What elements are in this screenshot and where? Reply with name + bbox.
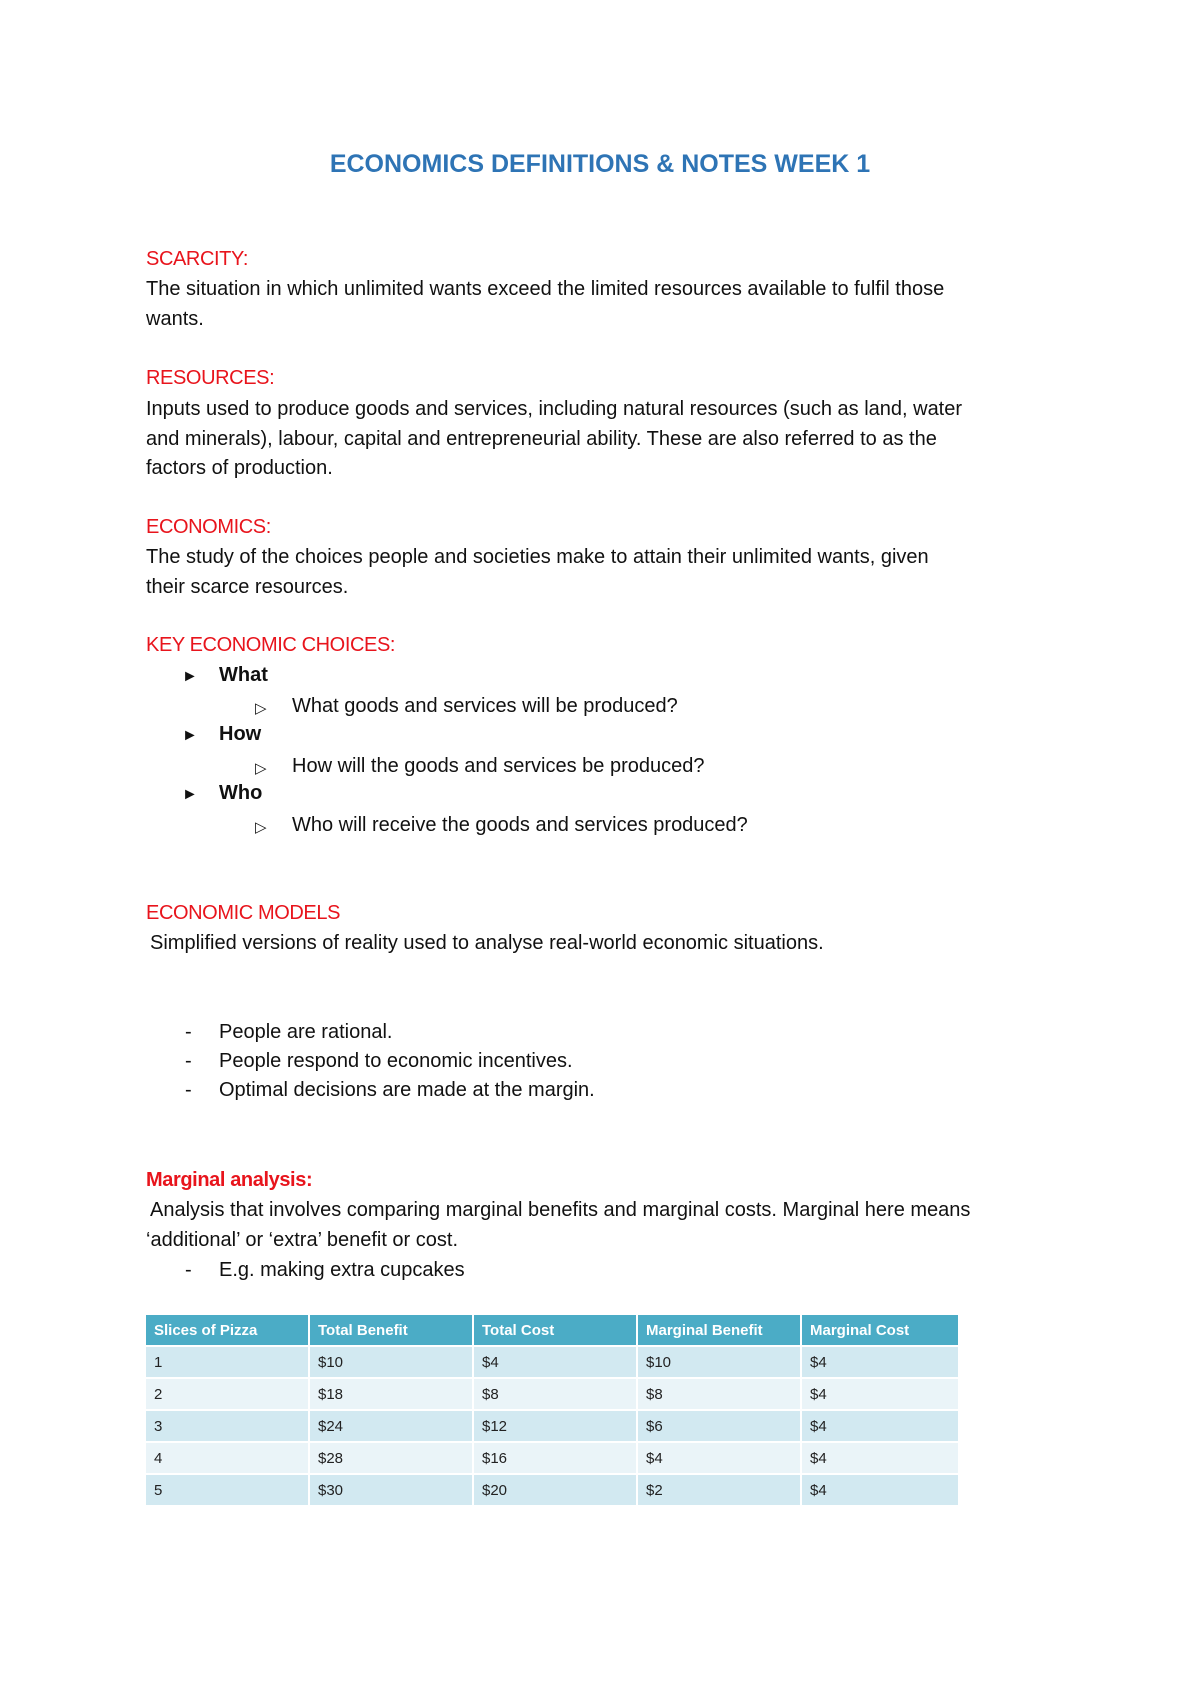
table-cell: $4 bbox=[801, 1378, 958, 1410]
table-cell: 1 bbox=[146, 1346, 309, 1378]
table-cell: $16 bbox=[473, 1442, 637, 1474]
marginal-heading: Marginal analysis: bbox=[146, 1169, 313, 1191]
choice-who: Who bbox=[219, 782, 263, 804]
table-cell: $10 bbox=[637, 1346, 801, 1378]
table-cell: 2 bbox=[146, 1378, 309, 1410]
triangle-bullet-icon: ► bbox=[182, 786, 198, 803]
models-description: Simplified versions of reality used to analyse real-world economic situations. bbox=[150, 932, 824, 954]
dash-bullet-icon: - bbox=[185, 1079, 192, 1101]
model-assumption-1: People are rational. bbox=[219, 1021, 393, 1043]
hollow-triangle-bullet-icon: ▷ bbox=[255, 819, 267, 836]
column-header: Total Benefit bbox=[309, 1315, 473, 1346]
table-row bbox=[146, 1410, 958, 1442]
table-row bbox=[146, 1378, 958, 1410]
choice-who-detail: Who will receive the goods and services produced? bbox=[292, 814, 748, 836]
table-cell: $10 bbox=[309, 1346, 473, 1378]
resources-line-1: Inputs used to produce goods and services, including natural resources (such as land, water bbox=[146, 398, 963, 420]
marginal-line-2: ‘additional’ or ‘extra’ benefit or cost. bbox=[146, 1229, 459, 1251]
table-cell: $4 bbox=[801, 1442, 958, 1474]
resources-line-2: and minerals), labour, capital and entrepreneurial ability. These are also referred to as the bbox=[146, 428, 937, 450]
scarcity-line-2: wants. bbox=[146, 308, 204, 330]
table-cell: 5 bbox=[146, 1474, 309, 1505]
table-cell: $4 bbox=[637, 1442, 801, 1474]
resources-heading: RESOURCES: bbox=[146, 367, 275, 389]
choice-what-detail: What goods and services will be produced? bbox=[292, 695, 678, 717]
table-cell: 4 bbox=[146, 1442, 309, 1474]
table-cell: $28 bbox=[309, 1442, 473, 1474]
table-header-row bbox=[146, 1315, 958, 1346]
table-cell: $4 bbox=[801, 1410, 958, 1442]
model-assumption-3: Optimal decisions are made at the margin. bbox=[219, 1079, 595, 1101]
scarcity-line-1: The situation in which unlimited wants exceed the limited resources available to fulfil those bbox=[146, 278, 945, 300]
dash-bullet-icon: - bbox=[185, 1050, 192, 1072]
scarcity-heading: SCARCITY: bbox=[146, 248, 248, 270]
choice-what: What bbox=[219, 664, 268, 686]
choice-how: How bbox=[219, 723, 262, 745]
pizza-marginal-table bbox=[146, 1315, 958, 1505]
choices-heading: KEY ECONOMIC CHOICES: bbox=[146, 634, 396, 656]
economics-line-1: The study of the choices people and societies make to attain their unlimited wants, given bbox=[146, 546, 929, 568]
table-cell: $12 bbox=[473, 1410, 637, 1442]
table-row bbox=[146, 1442, 958, 1474]
table-cell: $4 bbox=[801, 1474, 958, 1505]
table-cell: $8 bbox=[637, 1378, 801, 1410]
dash-bullet-icon: - bbox=[185, 1259, 192, 1281]
economics-heading: ECONOMICS: bbox=[146, 516, 271, 538]
table-row bbox=[146, 1346, 958, 1378]
table-cell: $24 bbox=[309, 1410, 473, 1442]
table-cell: $4 bbox=[473, 1346, 637, 1378]
resources-line-3: factors of production. bbox=[146, 457, 333, 479]
document-title: ECONOMICS DEFINITIONS & NOTES WEEK 1 bbox=[329, 150, 871, 178]
column-header: Total Cost bbox=[473, 1315, 637, 1346]
dash-bullet-icon: - bbox=[185, 1021, 192, 1043]
economics-line-2: their scarce resources. bbox=[146, 576, 349, 598]
table-cell: $4 bbox=[801, 1346, 958, 1378]
table-cell: $2 bbox=[637, 1474, 801, 1505]
table-cell: $20 bbox=[473, 1474, 637, 1505]
table-cell: 3 bbox=[146, 1410, 309, 1442]
table-cell: $30 bbox=[309, 1474, 473, 1505]
marginal-line-1: Analysis that involves comparing marginal benefits and marginal costs. Marginal here means bbox=[150, 1199, 971, 1221]
triangle-bullet-icon: ► bbox=[182, 668, 198, 685]
choice-how-detail: How will the goods and services be produced? bbox=[292, 755, 705, 777]
hollow-triangle-bullet-icon: ▷ bbox=[255, 700, 267, 717]
column-header: Marginal Benefit bbox=[637, 1315, 801, 1346]
table-cell: $8 bbox=[473, 1378, 637, 1410]
hollow-triangle-bullet-icon: ▷ bbox=[255, 760, 267, 777]
table-row bbox=[146, 1474, 958, 1505]
triangle-bullet-icon: ► bbox=[182, 727, 198, 744]
column-header: Marginal Cost bbox=[801, 1315, 958, 1346]
marginal-example: E.g. making extra cupcakes bbox=[219, 1259, 465, 1281]
table-cell: $18 bbox=[309, 1378, 473, 1410]
model-assumption-2: People respond to economic incentives. bbox=[219, 1050, 573, 1072]
models-heading: ECONOMIC MODELS bbox=[146, 902, 341, 924]
table-cell: $6 bbox=[637, 1410, 801, 1442]
column-header: Slices of Pizza bbox=[146, 1315, 309, 1346]
